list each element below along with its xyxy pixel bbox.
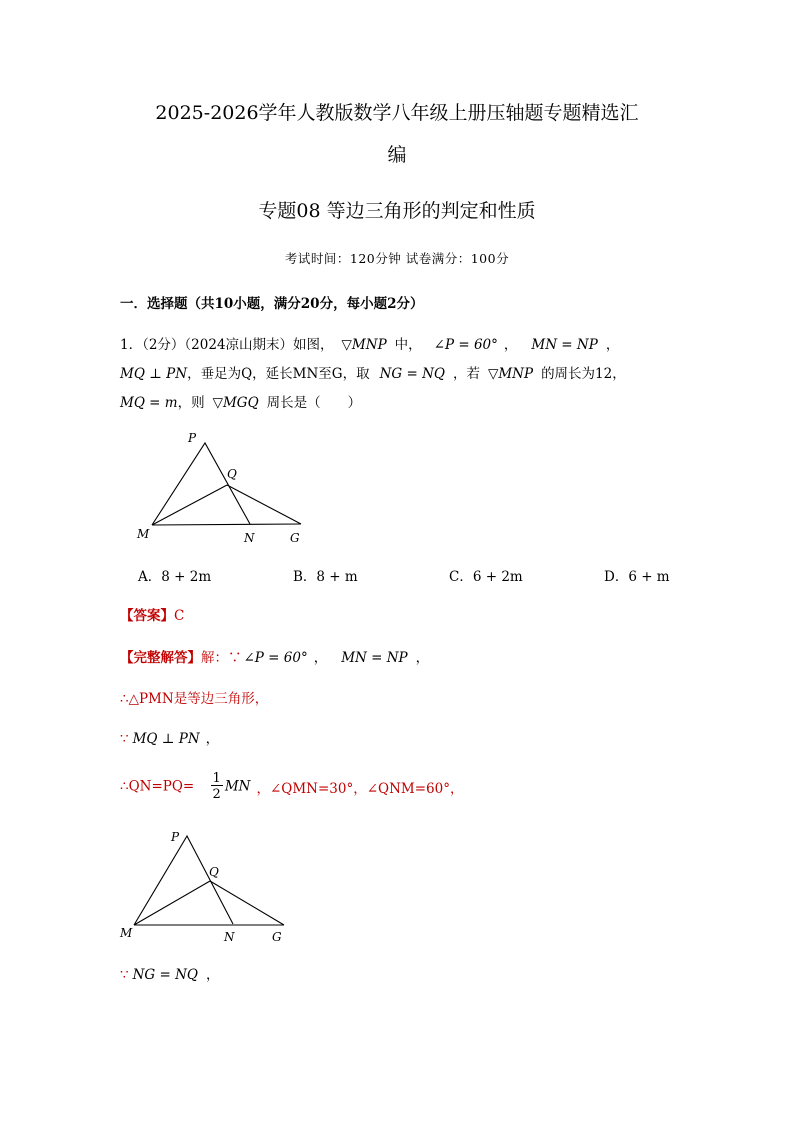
solution-line3-prefix: ∵ — [120, 731, 129, 747]
q1-comma-1: ， — [503, 337, 518, 353]
solution-mq-perp-pn: MQ ⊥ PN — [132, 731, 200, 747]
question-1-line-3 — [120, 391, 361, 411]
option-c-label: C． — [449, 569, 473, 585]
exam-info: 考试时间：120分钟 试卷满分：100分 — [284, 251, 510, 266]
solution-line-3 — [120, 727, 219, 747]
option-b-value: 8 + m — [316, 569, 358, 585]
q1-angle-p: ∠P = 60° — [433, 337, 498, 353]
question-1-figure — [130, 425, 320, 550]
solution-line5-suffix: ， — [205, 967, 220, 983]
solution-frac-var: MN — [224, 778, 251, 795]
solution-line-5 — [120, 963, 219, 983]
fig1-label-n: N — [244, 531, 255, 545]
question-1-line-1 — [120, 333, 619, 353]
q1-mq-perp-pn: MQ ⊥ PN — [120, 366, 188, 382]
q1-comma-2: ， — [605, 337, 620, 353]
q1-ng-nq: NG = NQ — [379, 366, 445, 382]
q1-line3-mid: ，则 — [177, 395, 205, 411]
option-a[interactable] — [138, 565, 211, 585]
q1-line2-mid: ，垂足为Q，延长MN至G，取 — [187, 366, 370, 382]
q1-line3-end: 周长是（ ） — [266, 395, 362, 411]
fig2-label-q: Q — [209, 865, 219, 879]
solution-line-2: ∴△PMN是等边三角形， — [120, 691, 269, 707]
q1-triangle-mgq: ▽MGQ — [212, 395, 259, 411]
answer-label: 【答案】 — [120, 608, 174, 624]
solution-ng-nq: NG = NQ — [132, 967, 198, 983]
solution-line-1 — [120, 646, 429, 666]
fraction-numerator: 1 — [212, 771, 221, 786]
fig1-triangle-sides — [152, 443, 250, 525]
solution-angle-p: ∠P = 60° — [243, 650, 308, 666]
solution-line5-prefix: ∵ — [120, 967, 129, 983]
fig1-label-m: M — [137, 527, 150, 541]
option-b-label: B． — [293, 569, 317, 585]
q1-line2-end: ，若 — [452, 366, 480, 382]
fig2-label-m: M — [120, 926, 133, 940]
fig1-segment-mq — [152, 485, 227, 525]
fig1-label-g: G — [290, 531, 300, 545]
solution-label: 【完整解答】 — [120, 650, 201, 666]
solution-mn-np: MN = NP — [341, 650, 408, 666]
solution-line3-suffix: ， — [205, 731, 220, 747]
q1-line2-tail: 的周长为12， — [541, 366, 626, 382]
option-d-label: D． — [604, 569, 629, 585]
solution-comma-2: ， — [415, 650, 430, 666]
solution-comma-1: ， — [313, 650, 328, 666]
q1-mq-m: MQ = m — [120, 395, 178, 411]
solution-fraction — [211, 772, 223, 801]
page-title-line2: 编 — [387, 144, 407, 166]
option-d[interactable] — [604, 565, 670, 585]
fig2-segment-qg — [210, 881, 284, 925]
option-a-label: A． — [138, 569, 162, 585]
fig1-label-q: Q — [227, 467, 237, 481]
q1-mn-np: MN = NP — [531, 337, 598, 353]
option-a-value: 8 + 2m — [161, 569, 212, 585]
q1-prefix: 1．（2分）（2024凉山期末）如图， — [120, 337, 334, 353]
option-c[interactable] — [449, 565, 523, 585]
page-title-line1: 2025-2026学年人教版数学八年级上册压轴题专题精选汇 — [155, 102, 639, 124]
fig2-label-n: N — [224, 930, 235, 944]
fig1-base-line — [152, 524, 301, 525]
fig2-label-p: P — [171, 830, 180, 844]
q1-triangle-mnp: ▽MNP — [341, 337, 387, 353]
option-d-value: 6 + m — [628, 569, 670, 585]
solution-line4-suffix: ，∠QMN=30°，∠QNM=60°， — [256, 780, 464, 797]
section-heading: 一．选择题（共10小题，满分20分，每小题2分） — [120, 296, 424, 312]
fig2-triangle-sides — [134, 836, 233, 925]
fig2-segment-mq — [134, 881, 210, 925]
solution-line-4 — [120, 772, 463, 801]
solution-line4-prefix: ∴QN=PQ= — [120, 778, 195, 795]
question-1-line-2 — [120, 362, 626, 382]
q1-triangle-mnp-2: ▽MNP — [487, 366, 534, 382]
solution-figure — [115, 828, 305, 950]
fig1-segment-qg — [227, 485, 301, 524]
option-b[interactable] — [293, 565, 358, 585]
solution-line1-prefix: 解：∵ — [201, 650, 242, 666]
page-subtitle: 专题08 等边三角形的判定和性质 — [258, 200, 536, 222]
fraction-denominator: 2 — [212, 787, 221, 802]
fig1-label-p: P — [188, 431, 197, 445]
answer-value: C — [174, 608, 185, 624]
option-c-value: 6 + 2m — [472, 569, 523, 585]
q1-mid: 中， — [394, 337, 422, 353]
fig2-label-g: G — [272, 930, 282, 944]
answer-line — [120, 604, 184, 624]
